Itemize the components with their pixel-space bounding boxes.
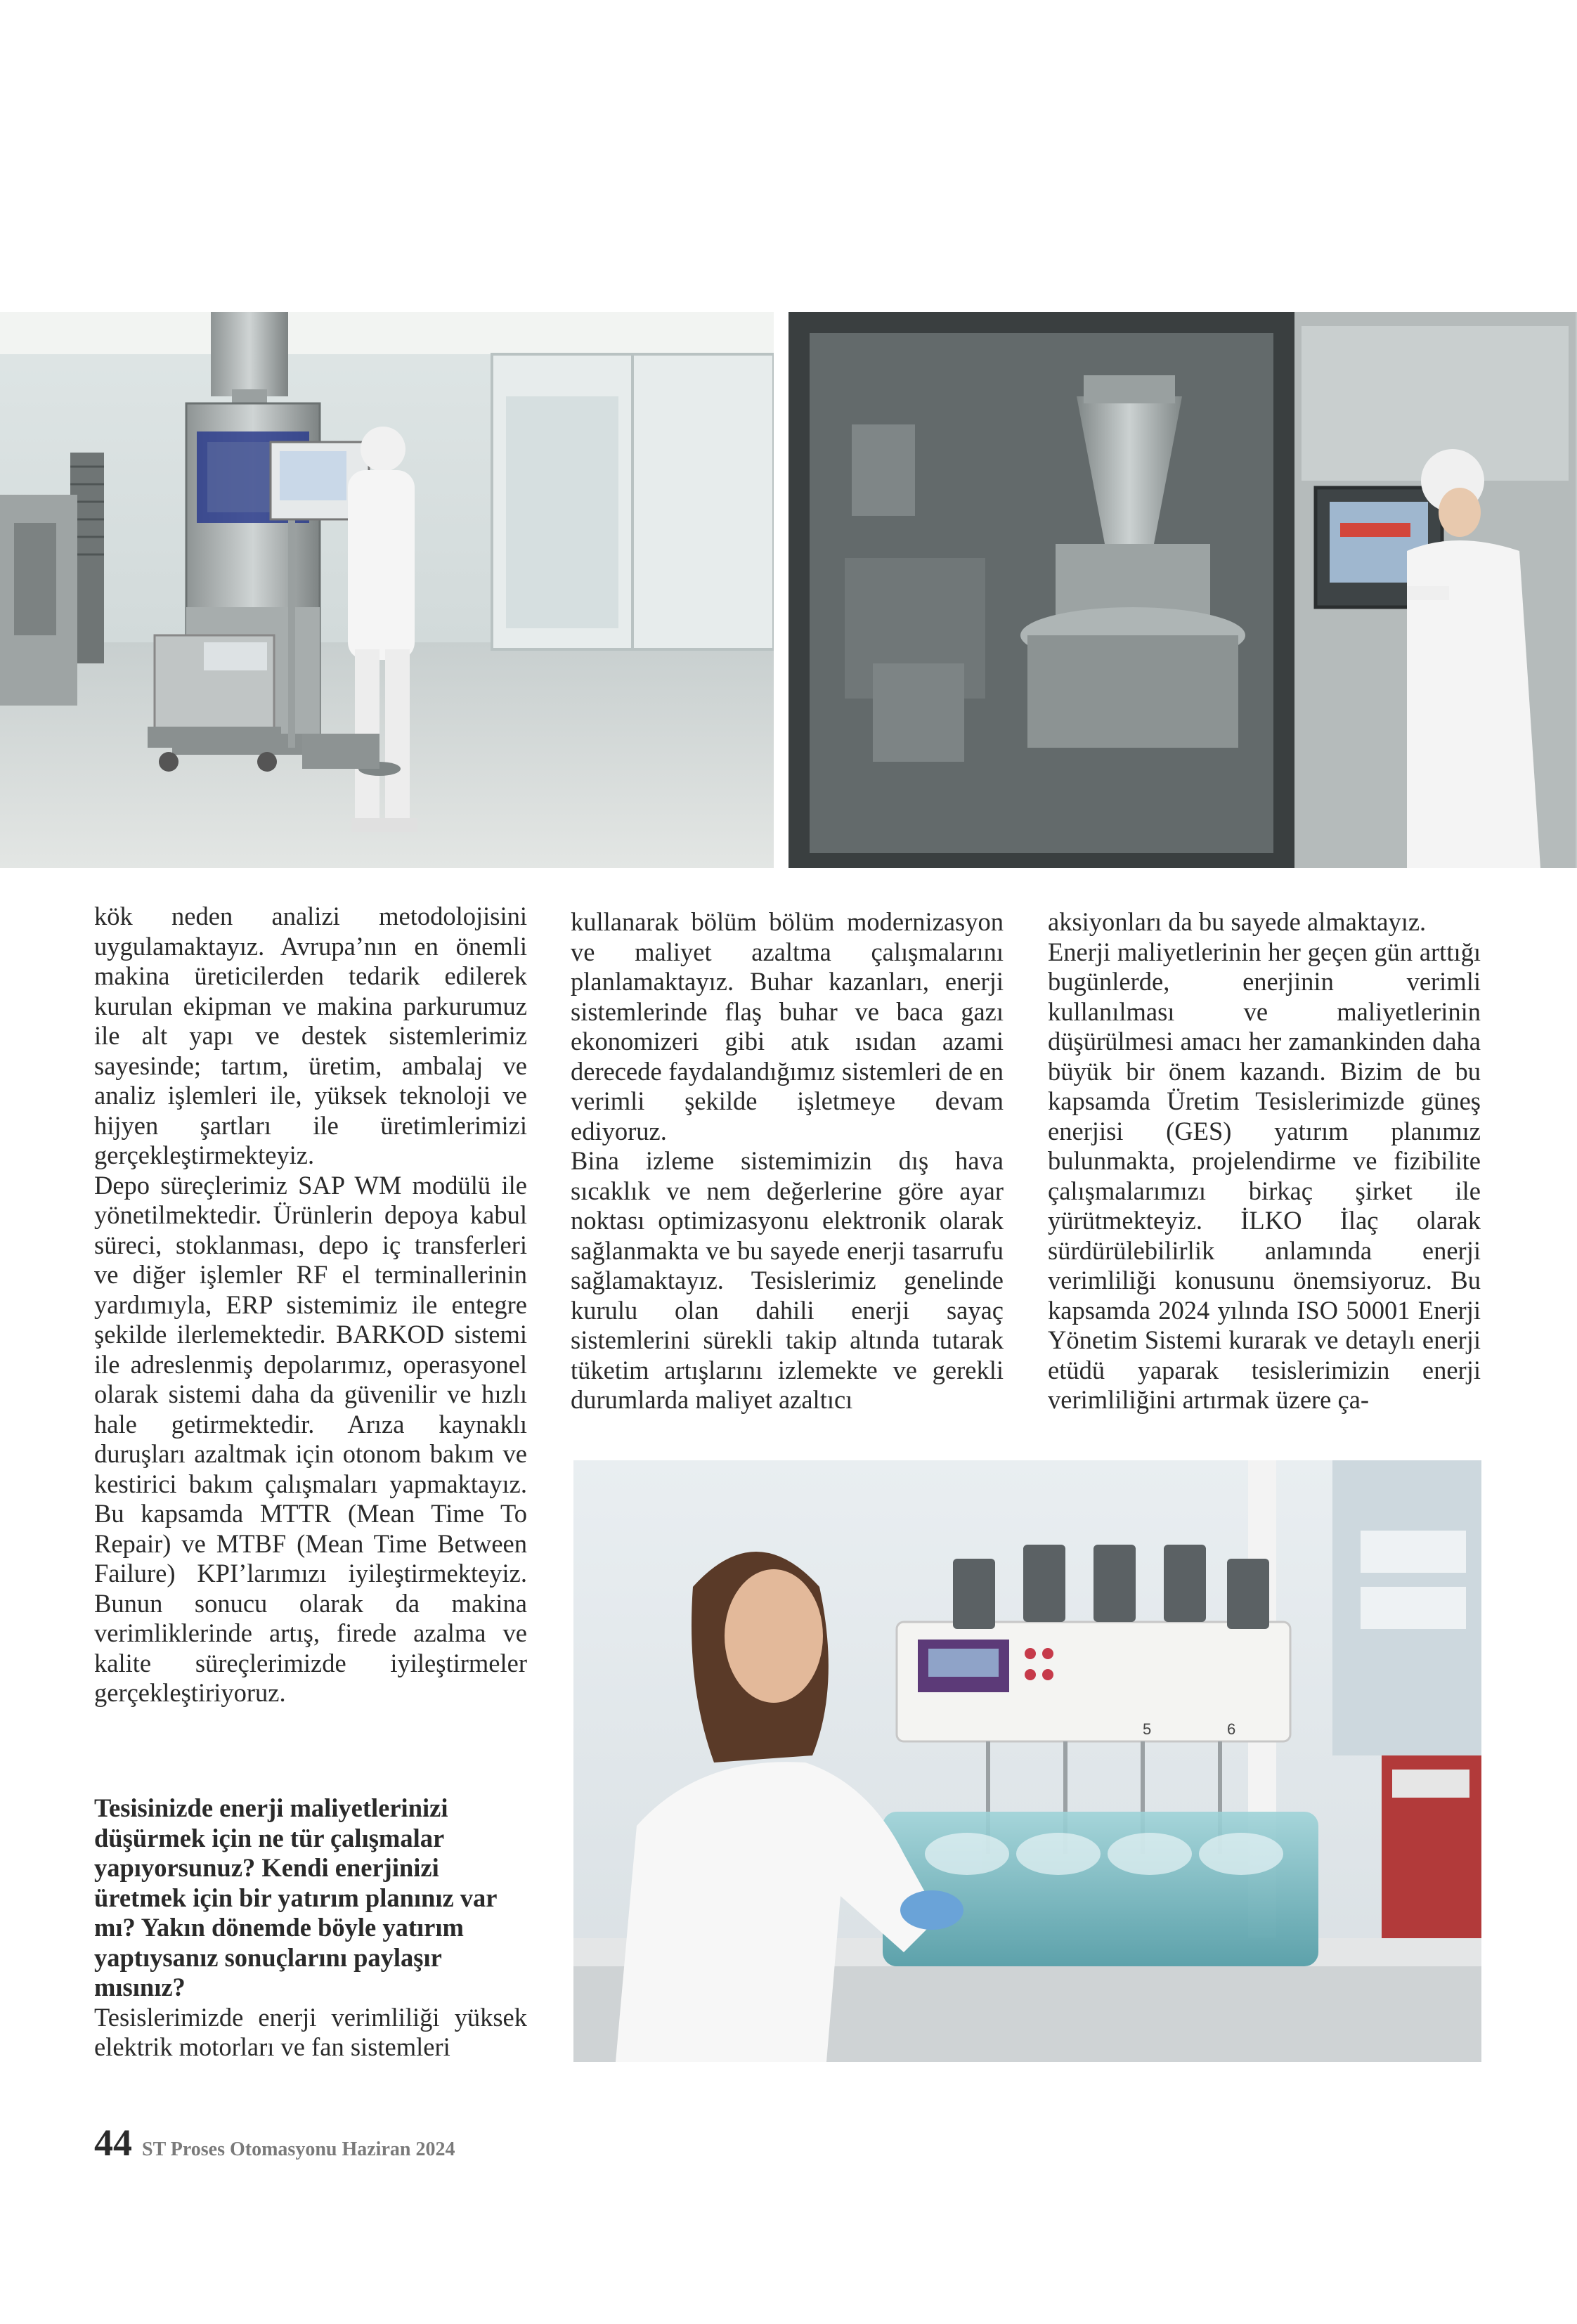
paragraph: Enerji maliyetlerinin her geçen gün arttığı bugünlerde, enerjinin verimli kullanılması ve maliyetlerinin düşürülmesi amacı her zamankinden daha büyük bir önem kazandı. Bizim de bu kapsamda Üretim Tesislerimizde güneş enerjisi (GES) yatırım planımız bulunmakta, projelendirme ve fizibilite çalışmalarımızı birkaç şirket ile yürütmekteyiz. İLKO İlaç olarak sürdürülebilirlik anlamında enerji verimliliği konusunu önemsiyoruz. Bu kapsamda 2024 yılında ISO 50001 Enerji Yönetim Sistemi kurarak ve detaylı enerji etüdü yaparak tesislerimizin enerji verimliliğini artırmak üzere ça- xyxy=(1048,937,1481,1414)
text-column-3 xyxy=(1048,907,1481,1415)
interview-qa-block xyxy=(94,1793,527,2063)
bath-number-5: 5 xyxy=(1143,1720,1152,1738)
text-column-1 xyxy=(94,902,527,1708)
paragraph: kök neden analizi metodolojisini uygulamaktayız. Avrupa’nın en önemli makina üreticilerden tedarik edilerek kurulan ekipman ve makina parkurumuz ile alt yapı ve destek sistemlerimiz sayesinde; tartım, üretim, ambalaj ve analiz işlemleri ile, yüksek teknoloji ve hijyen şartları ile üretimlerimizi gerçekleştirmekteyiz. xyxy=(94,902,527,1169)
interview-answer: Tesislerimizde enerji verimliliği yüksek elektrik motorları ve fan sistemleri xyxy=(94,2002,527,2061)
publication-title: ST Proses Otomasyonu Haziran 2024 xyxy=(142,2138,455,2160)
capsule-machine-illustration xyxy=(788,312,1577,868)
paragraph: kullanarak bölüm bölüm modernizasyon ve maliyet azaltma çalışmalarını planlamaktayız. Buhar kazanları, enerji sistemlerinde flaş buhar ve baca gazı ekonomizeri gibi atık ısıdan azami derecede faydalandığımız sistemleri de en verimli şekilde işletmeye devam ediyoruz. xyxy=(571,907,1004,1145)
photo-tablet-press-room xyxy=(0,312,774,868)
bath-number-6: 6 xyxy=(1227,1720,1236,1738)
photo-lab-dissolution-tester xyxy=(573,1460,1481,2062)
interview-question: Tesisinizde enerji maliyetlerinizi düşürmek için ne tür çalışmalar yapıyorsunuz? Kendi enerjinizi üretmek için bir yatırım planınız var mı? Yakın dönemde böyle yatırım yaptıysanız sonuçlarını paylaşır mısınız? xyxy=(94,1793,497,2001)
tablet-press-illustration xyxy=(0,312,774,868)
lab-illustration xyxy=(573,1460,1481,2062)
text-column-2 xyxy=(571,907,1004,1415)
page-footer xyxy=(94,2121,455,2164)
paragraph: aksiyonları da bu sayede almaktayız. xyxy=(1048,907,1427,936)
paragraph: Bina izleme sistemimizin dış hava sıcaklık ve nem değerlerine göre ayar noktası optimizasyonu elektronik olarak sağlanmakta ve bu sayede enerji tasarrufu sağlamaktayız. Tesislerimiz genelinde kurulu olan dahili enerji sayaç sistemlerini sürekli takip altında tutarak tüketim artışlarını izlemekte ve gerekli durumlarda maliyet azaltıcı xyxy=(571,1146,1004,1414)
photo-capsule-filling-machine xyxy=(788,312,1577,868)
paragraph: Depo süreçlerimiz SAP WM modülü ile yönetilmektedir. Ürünlerin depoya kabul süreci, stoklanması, depo iç transferleri ve diğer işlemler RF el terminallerinin yardımıyla, ERP sistemimiz ile entegre şekilde ilerlemektedir. BARKOD sistemi ile adreslenmiş depolarımız, operasyonel olarak sistemi daha da güvenilir ve hızlı hale getirmektedir. Arıza kaynaklı duruşları azaltmak için otonom bakım ve kestirici bakım çalışmaları yapmaktayız. Bu kapsamda MTTR (Mean Time To Repair) ve MTBF (Mean Time Between Failure) KPI’larımızı iyileştirmekteyiz. Bunun sonucu olarak da makina verimliklerinde artış, firede azalma ve kalite süreçlerimizde iyileştirmeler gerçekleştiriyoruz. xyxy=(94,1170,527,1707)
page-number: 44 xyxy=(94,2122,132,2164)
